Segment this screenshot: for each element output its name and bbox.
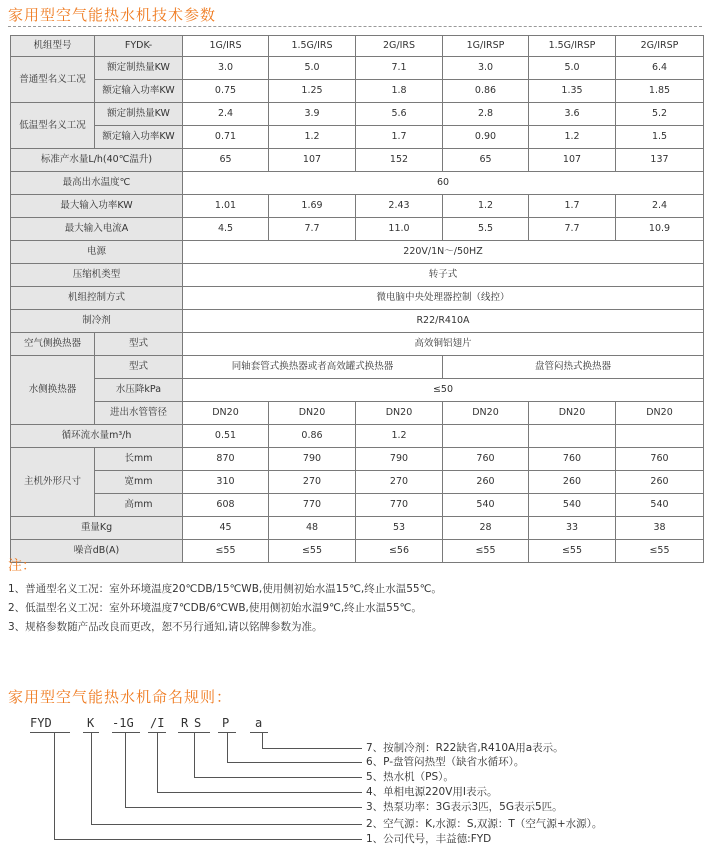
value-cell: 1.7	[529, 195, 616, 218]
notes-list	[8, 580, 442, 637]
value-cell: 3.0	[443, 57, 529, 80]
water-hx-type-b: 盘管闷热式换热器	[443, 356, 704, 379]
naming-legend-item: 3、热泵功率：3G表示3匹，5G表示5匹。	[366, 801, 563, 813]
power-in-label: 额定输入功率KW	[95, 80, 183, 103]
connector-line	[157, 732, 158, 792]
empty-cell	[529, 425, 616, 448]
type-label: 型式	[95, 356, 183, 379]
value-cell: 1.5	[616, 126, 704, 149]
value-cell: 770	[356, 494, 443, 517]
spec-table	[10, 35, 704, 563]
table-row-noise	[11, 540, 704, 563]
value-cell: 1.85	[616, 80, 704, 103]
pipe-label: 进出水管管径	[95, 402, 183, 425]
value-cell: 6.4	[616, 57, 704, 80]
table-row-normal-power	[11, 80, 704, 103]
normal-group-label: 普通型名义工况	[11, 57, 95, 103]
naming-legend-item: 6、P-盘管闷热型（缺省水循环）。	[366, 756, 525, 768]
connector-line	[91, 824, 362, 825]
value-cell: 7.7	[529, 218, 616, 241]
value-cell: 7.1	[356, 57, 443, 80]
value-cell: 770	[269, 494, 356, 517]
value-cell: 1.35	[529, 80, 616, 103]
table-row-pipe	[11, 402, 704, 425]
refrigerant-value: R22/R410A	[183, 310, 704, 333]
connector-line	[194, 732, 195, 777]
air-hx-label: 空气侧换热器	[11, 333, 95, 356]
code-segment: -1G	[112, 716, 134, 730]
segment-underline	[112, 732, 140, 733]
value-cell: 1.69	[269, 195, 356, 218]
value-cell: 790	[269, 448, 356, 471]
max-temp-value: 60	[183, 172, 704, 195]
table-row-flow	[11, 425, 704, 448]
value-cell: 38	[616, 517, 704, 540]
value-cell: 2.4	[183, 103, 269, 126]
value-cell: 760	[443, 448, 529, 471]
naming-legend-item: 5、热水机（PS）。	[366, 771, 454, 783]
value-cell: 10.9	[616, 218, 704, 241]
model-label: 机组型号	[11, 36, 95, 57]
segment-underline	[30, 732, 70, 733]
table-row-weight	[11, 517, 704, 540]
water-hx-label: 水侧换热器	[11, 356, 95, 425]
table-row-model	[11, 36, 704, 57]
naming-title: 家用型空气能热水机命名规则：	[8, 688, 233, 706]
value-cell: 107	[529, 149, 616, 172]
value-cell: 0.86	[443, 80, 529, 103]
value-cell: 5.0	[529, 57, 616, 80]
code-segment: FYD	[30, 716, 52, 730]
naming-legend-item: 2、空气源：K,水源：S,双源：T（空气源+水源）。	[366, 818, 603, 830]
length-label: 长mm	[95, 448, 183, 471]
max-power-label: 最大输入功率KW	[11, 195, 183, 218]
value-cell: 65	[183, 149, 269, 172]
table-row-normal-heat	[11, 57, 704, 80]
note-line: 1、普通型名义工况：室外环境温度20℃DB/15℃WB,使用侧初始水温15℃,终止水温55℃。	[8, 583, 442, 595]
value-cell: 3.6	[529, 103, 616, 126]
table-row-compressor	[11, 264, 704, 287]
control-value: 微电脑中央处理器控制（线控）	[183, 287, 704, 310]
table-row-max-temp	[11, 172, 704, 195]
title-divider	[8, 26, 702, 27]
connector-line	[262, 732, 263, 748]
naming-legend-item: 4、单相电源220V用I表示。	[366, 786, 498, 798]
value-cell: 5.0	[269, 57, 356, 80]
width-label: 宽mm	[95, 471, 183, 494]
connector-line	[54, 839, 362, 840]
value-cell: ≤55	[616, 540, 704, 563]
connector-line	[125, 807, 362, 808]
connector-line	[157, 792, 362, 793]
table-row-water-output	[11, 149, 704, 172]
connector-line	[227, 732, 228, 762]
value-cell: 1.8	[356, 80, 443, 103]
code-segment: P	[222, 716, 230, 730]
water-output-label: 标准产水量L/h(40℃温升)	[11, 149, 183, 172]
value-cell: 5.6	[356, 103, 443, 126]
table-row-air-hx	[11, 333, 704, 356]
flow-label: 循环流水量m³/h	[11, 425, 183, 448]
value-cell: 870	[183, 448, 269, 471]
notes-title: 注：	[8, 558, 36, 574]
segment-underline	[250, 732, 268, 733]
air-hx-value: 高效铜铝翅片	[183, 333, 704, 356]
value-cell: 45	[183, 517, 269, 540]
height-label: 高mm	[95, 494, 183, 517]
model-cell: 2G/IRSP	[616, 36, 704, 57]
power-supply-value: 220V/1N～/50HZ	[183, 241, 704, 264]
code-segment: R	[181, 716, 189, 730]
value-cell: 760	[529, 448, 616, 471]
value-cell: 540	[529, 494, 616, 517]
value-cell: 3.9	[269, 103, 356, 126]
type-label: 型式	[95, 333, 183, 356]
value-cell: 152	[356, 149, 443, 172]
value-cell: 7.7	[269, 218, 356, 241]
value-cell: ≤55	[529, 540, 616, 563]
value-cell: 53	[356, 517, 443, 540]
value-cell: 0.71	[183, 126, 269, 149]
value-cell: 270	[269, 471, 356, 494]
pressure-drop-label: 水压降kPa	[95, 379, 183, 402]
noise-label: 噪音dB(A)	[11, 540, 183, 563]
table-row-water-hx-type	[11, 356, 704, 379]
value-cell: 1.25	[269, 80, 356, 103]
max-current-label: 最大输入电流A	[11, 218, 183, 241]
value-cell: DN20	[183, 402, 269, 425]
value-cell: 2.8	[443, 103, 529, 126]
connector-line	[194, 777, 362, 778]
value-cell: DN20	[529, 402, 616, 425]
value-cell: 5.5	[443, 218, 529, 241]
value-cell: 540	[443, 494, 529, 517]
value-cell: 790	[356, 448, 443, 471]
model-cell: 1.5G/IRSP	[529, 36, 616, 57]
value-cell: 1.2	[356, 425, 443, 448]
value-cell: 1.01	[183, 195, 269, 218]
naming-legend-item: 7、按制冷剂：R22缺省,R410A用a表示。	[366, 742, 564, 754]
value-cell: DN20	[269, 402, 356, 425]
connector-line	[227, 762, 362, 763]
table-row-max-power	[11, 195, 704, 218]
water-hx-type-a: 同轴套管式换热器或者高效罐式换热器	[183, 356, 443, 379]
note-line: 3、规格参数随产品改良而更改，恕不另行通知,请以铭牌参数为准。	[8, 621, 323, 633]
value-cell: 11.0	[356, 218, 443, 241]
value-cell: ≤56	[356, 540, 443, 563]
model-cell: 1G/IRS	[183, 36, 269, 57]
value-cell: 1.2	[529, 126, 616, 149]
model-cell: 1G/IRSP	[443, 36, 529, 57]
value-cell: 0.51	[183, 425, 269, 448]
empty-cell	[443, 425, 529, 448]
value-cell: 48	[269, 517, 356, 540]
code-segment: /I	[150, 716, 165, 730]
weight-label: 重量Kg	[11, 517, 183, 540]
value-cell: 0.90	[443, 126, 529, 149]
code-segment: a	[255, 716, 263, 730]
compressor-label: 压缩机类型	[11, 264, 183, 287]
value-cell: 760	[616, 448, 704, 471]
value-cell: 28	[443, 517, 529, 540]
value-cell: 310	[183, 471, 269, 494]
table-row-height	[11, 494, 704, 517]
value-cell: DN20	[443, 402, 529, 425]
value-cell: ≤55	[443, 540, 529, 563]
heat-cap-label: 额定制热量KW	[95, 57, 183, 80]
value-cell: 4.5	[183, 218, 269, 241]
table-row-low-heat	[11, 103, 704, 126]
table-row-max-current	[11, 218, 704, 241]
value-cell: 137	[616, 149, 704, 172]
pressure-drop-value: ≤50	[183, 379, 704, 402]
value-cell: 5.2	[616, 103, 704, 126]
value-cell: ≤55	[269, 540, 356, 563]
compressor-value: 转子式	[183, 264, 704, 287]
power-in-label: 额定输入功率KW	[95, 126, 183, 149]
low-group-label: 低温型名义工况	[11, 103, 95, 149]
max-temp-label: 最高出水温度℃	[11, 172, 183, 195]
value-cell: 0.75	[183, 80, 269, 103]
table-row-width	[11, 471, 704, 494]
heat-cap-label: 额定制热量KW	[95, 103, 183, 126]
value-cell: 270	[356, 471, 443, 494]
table-row-power-supply	[11, 241, 704, 264]
value-cell: 1.2	[443, 195, 529, 218]
value-cell: 2.4	[616, 195, 704, 218]
connector-line	[262, 748, 362, 749]
dims-label: 主机外形尺寸	[11, 448, 95, 517]
value-cell: 2.43	[356, 195, 443, 218]
value-cell: 0.86	[269, 425, 356, 448]
refrigerant-label: 制冷剂	[11, 310, 183, 333]
value-cell: 107	[269, 149, 356, 172]
connector-line	[91, 732, 92, 824]
model-cell: 2G/IRS	[356, 36, 443, 57]
code-segment: K	[87, 716, 95, 730]
value-cell: 1.2	[269, 126, 356, 149]
spec-title: 家用型空气能热水机技术参数	[8, 6, 217, 24]
code-segment: S	[194, 716, 202, 730]
value-cell: 608	[183, 494, 269, 517]
table-row-length	[11, 448, 704, 471]
table-row-pressure-drop	[11, 379, 704, 402]
value-cell: ≤55	[183, 540, 269, 563]
value-cell: DN20	[356, 402, 443, 425]
value-cell: 3.0	[183, 57, 269, 80]
note-line: 2、低温型名义工况：室外环境温度7℃DB/6℃WB,使用侧初始水温9℃,终止水温55℃。	[8, 602, 422, 614]
value-cell: 33	[529, 517, 616, 540]
connector-line	[125, 732, 126, 807]
value-cell: 65	[443, 149, 529, 172]
model-prefix: FYDK-	[95, 36, 183, 57]
control-label: 机组控制方式	[11, 287, 183, 310]
power-supply-label: 电源	[11, 241, 183, 264]
table-row-refrigerant	[11, 310, 704, 333]
value-cell: 1.7	[356, 126, 443, 149]
naming-legend-item: 1、公司代号，丰益德:FYD	[366, 833, 492, 845]
connector-line	[54, 732, 55, 839]
value-cell: 260	[443, 471, 529, 494]
empty-cell	[616, 425, 704, 448]
value-cell: 540	[616, 494, 704, 517]
value-cell: 260	[529, 471, 616, 494]
model-cell: 1.5G/IRS	[269, 36, 356, 57]
value-cell: DN20	[616, 402, 704, 425]
table-row-low-power	[11, 126, 704, 149]
table-row-control	[11, 287, 704, 310]
value-cell: 260	[616, 471, 704, 494]
